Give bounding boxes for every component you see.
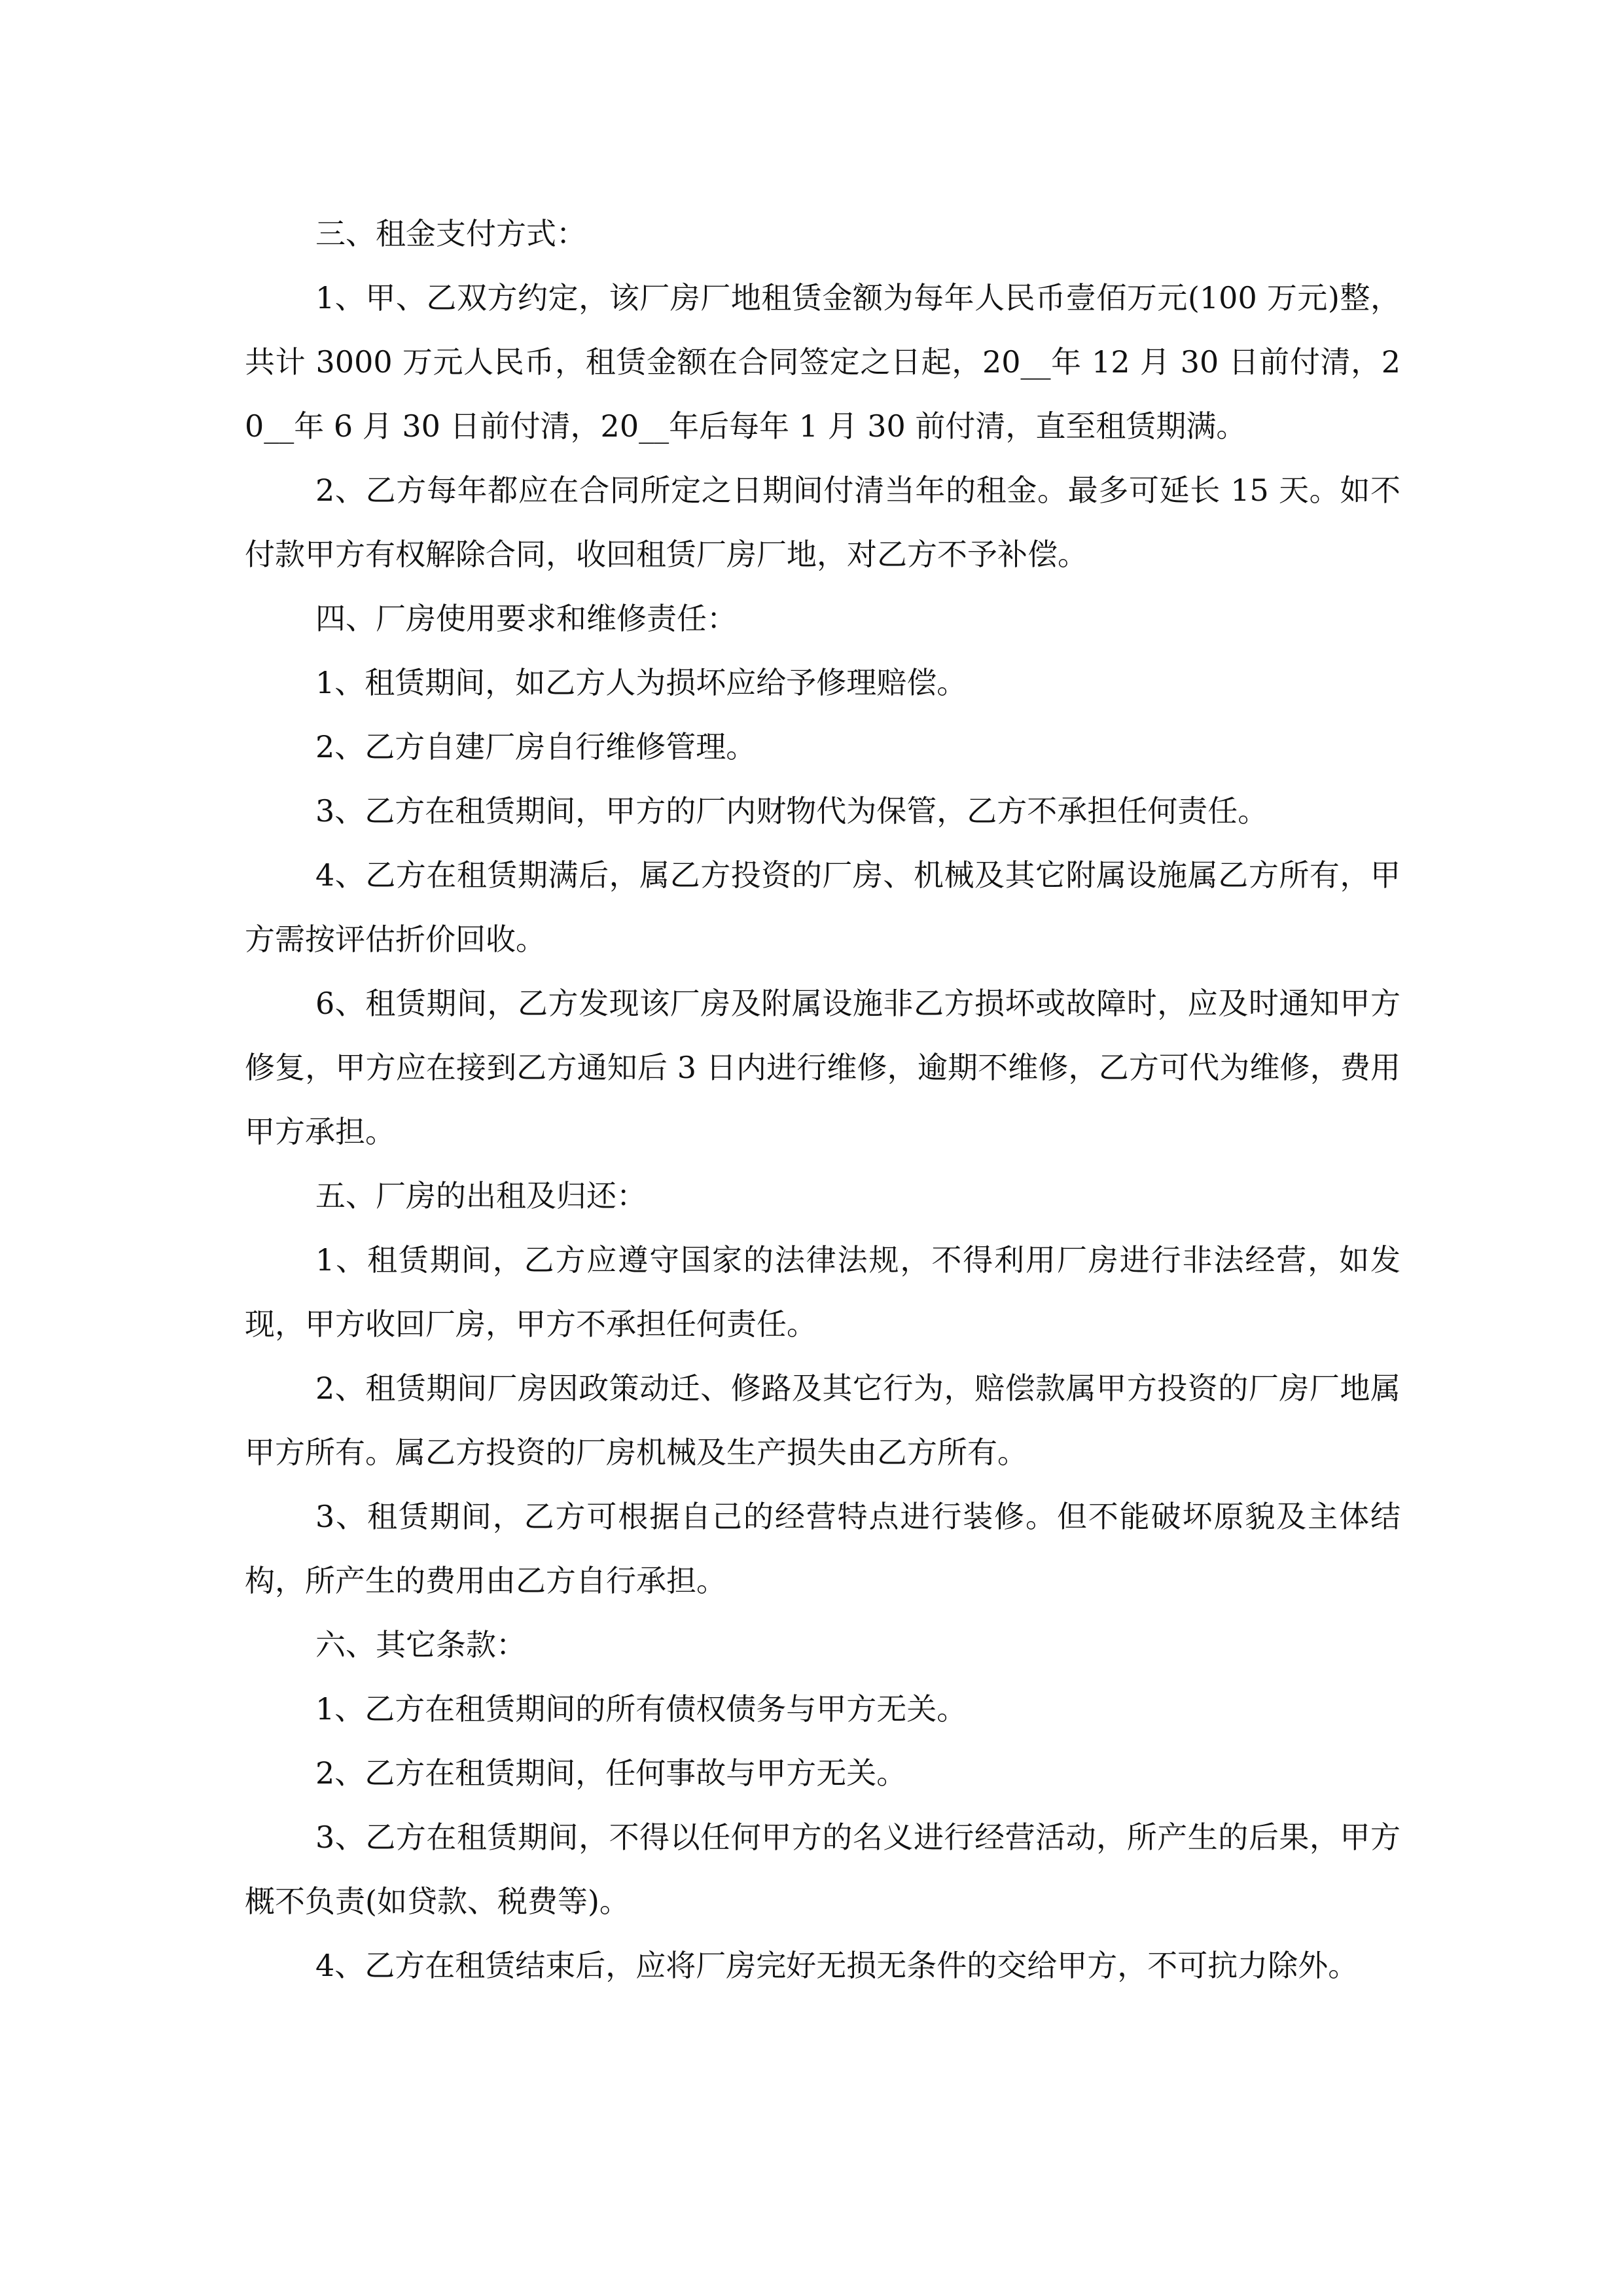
clause-damage-compensation: 1、租赁期间，如乙方人为损坏应给予修理赔偿。 [315, 665, 967, 700]
clause-self-built-maintenance: 2、乙方自建厂房自行维修管理。 [315, 729, 757, 764]
clause-legal-operation: 1、租赁期间，乙方应遵守国家的法律法规，不得利用厂房进行非法经营，如发现，甲方收回厂房，甲方不承担任何责任。 [245, 1242, 1400, 1342]
section-heading-usage-repair: 四、厂房使用要求和维修责任： [315, 601, 737, 636]
clause-rent-deadline: 2、乙方每年都应在合同所定之日期间付清当年的租金。最多可延长 15 天。如不付款甲方有权解除合同，收回租赁厂房厂地，对乙方不予补偿。 [245, 473, 1400, 572]
document-body [245, 202, 1400, 1998]
clause-debts: 1、乙方在租赁期间的所有债权债务与甲方无关。 [315, 1691, 967, 1727]
clause-renovation: 3、租赁期间，乙方可根据自己的经营特点进行装修。但不能破坏原貌及主体结构，所产生的费用由乙方自行承担。 [245, 1499, 1400, 1598]
clause-accidents: 2、乙方在租赁期间，任何事故与甲方无关。 [315, 1755, 907, 1791]
clause-rent-amount: 1、甲、乙双方约定，该厂房厂地租赁金额为每年人民币壹佰万元(100 万元)整，共计 3000 万元人民币，租赁金额在合同签定之日起，20__年 12 月 30 日前付清，20__年 6 月 30 日前付清，20__年后每年 1 月 30 前付清，直至租赁期满。 [245, 280, 1400, 444]
clause-relocation-compensation: 2、租赁期间厂房因政策动迁、修路及其它行为，赔偿款属甲方投资的厂房厂地属甲方所有。属乙方投资的厂房机械及生产损失由乙方所有。 [245, 1371, 1400, 1470]
clause-property-custody: 3、乙方在租赁期间，甲方的厂内财物代为保管，乙方不承担任何责任。 [315, 793, 1268, 829]
section-heading-lease-return: 五、厂房的出租及归还： [315, 1178, 647, 1213]
clause-return-premises: 4、乙方在租赁结束后，应将厂房完好无损无条件的交给甲方，不可抗力除外。 [315, 1948, 1359, 1983]
clause-assets-after-lease: 4、乙方在租赁期满后，属乙方投资的厂房、机械及其它附属设施属乙方所有，甲方需按评估折价回收。 [245, 857, 1400, 957]
clause-name-usage: 3、乙方在租赁期间，不得以任何甲方的名义进行经营活动，所产生的后果，甲方概不负责(如贷款、税费等)。 [245, 1820, 1400, 1919]
section-heading-rent-payment: 三、租金支付方式： [315, 216, 586, 251]
clause-repair-notification: 6、租赁期间，乙方发现该厂房及附属设施非乙方损坏或故障时，应及时通知甲方修复，甲方应在接到乙方通知后 3 日内进行维修，逾期不维修，乙方可代为维修，费用甲方承担。 [245, 986, 1400, 1149]
section-heading-other-terms: 六、其它条款： [315, 1627, 526, 1662]
